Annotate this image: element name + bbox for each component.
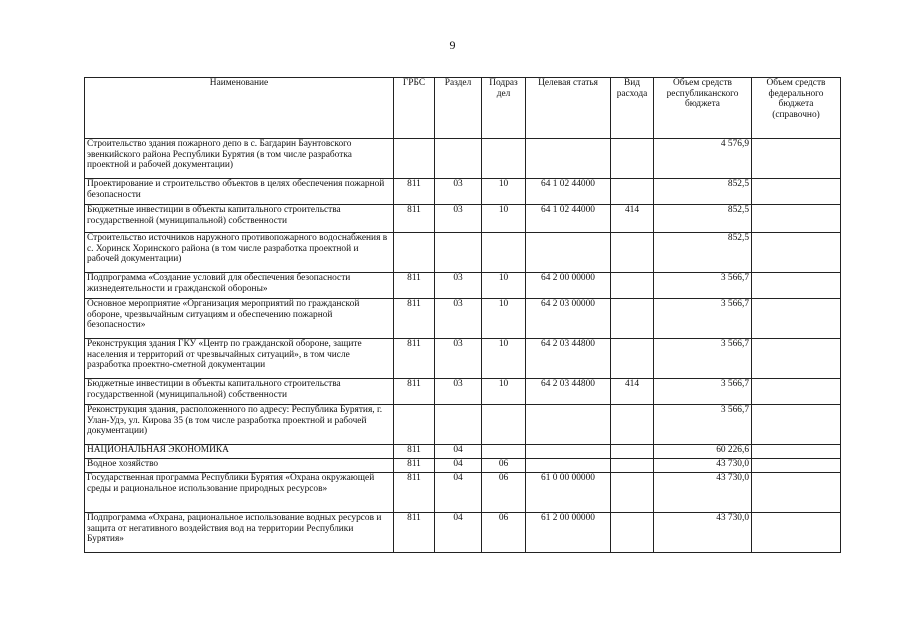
row-federalnyy-budget (752, 405, 841, 445)
row-razdel: 04 (435, 473, 482, 513)
row-federalnyy-budget (752, 205, 841, 233)
row-grbs: 811 (394, 445, 435, 459)
row-federalnyy-budget (752, 339, 841, 379)
row-podrazdel: 10 (482, 299, 526, 339)
row-name: НАЦИОНАЛЬНАЯ ЭКОНОМИКА (85, 445, 394, 459)
row-vid-raskhoda (611, 513, 654, 553)
table-row (85, 473, 841, 513)
row-name: Бюджетные инвестиции в объекты капитального строительства государственной (муниципальной) собственности (85, 379, 394, 405)
row-vid-raskhoda (611, 405, 654, 445)
row-razdel: 03 (435, 339, 482, 379)
row-name: Государственная программа Республики Бурятия «Охрана окружающей среды и рациональное использование природных ресурсов» (85, 473, 394, 513)
table-row (85, 339, 841, 379)
row-respublikanskiy-budget: 3 566,7 (654, 339, 752, 379)
row-vid-raskhoda (611, 459, 654, 473)
header-federalnyy-budget: Объем средств федерального бюджета (справочно) (752, 78, 841, 139)
row-podrazdel: 06 (482, 513, 526, 553)
row-federalnyy-budget (752, 445, 841, 459)
row-celevaya-statya (526, 233, 611, 273)
row-celevaya-statya: 61 0 00 00000 (526, 473, 611, 513)
table-row (85, 513, 841, 553)
row-respublikanskiy-budget: 3 566,7 (654, 273, 752, 299)
row-podrazdel: 10 (482, 339, 526, 379)
row-name: Строительство здания пожарного депо в с. Багдарин Баунтовского эвенкийского района Республики Бурятия (в том числе разработка проектной и рабочей документации) (85, 139, 394, 179)
row-respublikanskiy-budget: 852,5 (654, 205, 752, 233)
header-name: Наименование (85, 78, 394, 139)
row-razdel: 04 (435, 445, 482, 459)
row-podrazdel: 10 (482, 205, 526, 233)
row-grbs (394, 405, 435, 445)
header-row (85, 78, 841, 139)
row-celevaya-statya: 64 2 03 44800 (526, 339, 611, 379)
header-podrazdel: Подраз дел (482, 78, 526, 139)
row-respublikanskiy-budget: 3 566,7 (654, 379, 752, 405)
row-celevaya-statya (526, 405, 611, 445)
row-razdel (435, 233, 482, 273)
row-celevaya-statya (526, 445, 611, 459)
row-celevaya-statya: 64 1 02 44000 (526, 205, 611, 233)
row-grbs: 811 (394, 513, 435, 553)
row-razdel: 04 (435, 513, 482, 553)
table-row (85, 459, 841, 473)
table-body (85, 139, 841, 553)
row-federalnyy-budget (752, 139, 841, 179)
row-name: Водное хозяйство (85, 459, 394, 473)
row-razdel (435, 139, 482, 179)
row-podrazdel (482, 445, 526, 459)
row-vid-raskhoda (611, 233, 654, 273)
header-respublikanskiy-budget: Объем средств республиканского бюджета (654, 78, 752, 139)
row-respublikanskiy-budget: 3 566,7 (654, 405, 752, 445)
row-celevaya-statya: 64 1 02 44000 (526, 179, 611, 205)
row-vid-raskhoda (611, 179, 654, 205)
row-respublikanskiy-budget: 4 576,9 (654, 139, 752, 179)
row-federalnyy-budget (752, 513, 841, 553)
table-row (85, 273, 841, 299)
row-vid-raskhoda (611, 273, 654, 299)
row-federalnyy-budget (752, 233, 841, 273)
row-name: Реконструкция здания ГКУ «Центр по гражданской обороне, защите населения и территорий от чрезвычайных ситуаций», в том числе разработка проектно-сметной документации (85, 339, 394, 379)
table-row (85, 299, 841, 339)
table-row (85, 379, 841, 405)
row-respublikanskiy-budget: 852,5 (654, 233, 752, 273)
row-razdel: 03 (435, 273, 482, 299)
table-row (85, 233, 841, 273)
header-grbs: ГРБС (394, 78, 435, 139)
row-grbs: 811 (394, 299, 435, 339)
row-vid-raskhoda: 414 (611, 379, 654, 405)
table-row (85, 205, 841, 233)
table-row (85, 139, 841, 179)
row-podrazdel: 10 (482, 179, 526, 205)
row-celevaya-statya (526, 139, 611, 179)
row-name: Строительство источников наружного противопожарного водоснабжения в с. Хоринск Хоринского района (в том числе разработка проектной и рабочей документации) (85, 233, 394, 273)
table-header (85, 78, 841, 139)
row-federalnyy-budget (752, 179, 841, 205)
row-respublikanskiy-budget: 43 730,0 (654, 473, 752, 513)
row-grbs: 811 (394, 205, 435, 233)
row-razdel: 03 (435, 299, 482, 339)
row-podrazdel (482, 139, 526, 179)
row-razdel: 03 (435, 205, 482, 233)
row-name: Проектирование и строительство объектов в целях обеспечения пожарной безопасности (85, 179, 394, 205)
row-grbs: 811 (394, 273, 435, 299)
header-celevaya-statya: Целевая статья (526, 78, 611, 139)
row-vid-raskhoda (611, 299, 654, 339)
row-celevaya-statya: 64 2 03 44800 (526, 379, 611, 405)
row-name: Бюджетные инвестиции в объекты капитального строительства государственной (муниципальной) собственности (85, 205, 394, 233)
row-name: Основное мероприятие «Организация мероприятий по гражданской обороне, чрезвычайным ситуациям и обеспечению пожарной безопасности» (85, 299, 394, 339)
header-vid-raskhoda: Вид расхода (611, 78, 654, 139)
row-name: Реконструкция здания, расположенного по адресу: Республика Бурятия, г. Улан-Удэ, ул. Кирова 35 (в том числе разработка проектной и рабочей документации) (85, 405, 394, 445)
row-celevaya-statya (526, 459, 611, 473)
row-vid-raskhoda (611, 339, 654, 379)
row-podrazdel: 06 (482, 459, 526, 473)
row-vid-raskhoda: 414 (611, 205, 654, 233)
table-row (85, 179, 841, 205)
page-number: 9 (449, 38, 456, 52)
row-name: Подпрограмма «Создание условий для обеспечения безопасности жизнедеятельности и гражданской обороны» (85, 273, 394, 299)
header-razdel: Раздел (435, 78, 482, 139)
row-podrazdel: 10 (482, 379, 526, 405)
row-grbs (394, 233, 435, 273)
row-federalnyy-budget (752, 473, 841, 513)
row-respublikanskiy-budget: 43 730,0 (654, 513, 752, 553)
row-grbs: 811 (394, 379, 435, 405)
row-razdel: 04 (435, 459, 482, 473)
row-federalnyy-budget (752, 379, 841, 405)
row-federalnyy-budget (752, 273, 841, 299)
row-celevaya-statya: 64 2 00 00000 (526, 273, 611, 299)
row-razdel: 03 (435, 379, 482, 405)
row-celevaya-statya: 61 2 00 00000 (526, 513, 611, 553)
row-grbs: 811 (394, 339, 435, 379)
row-razdel: 03 (435, 179, 482, 205)
row-podrazdel: 10 (482, 273, 526, 299)
row-vid-raskhoda (611, 139, 654, 179)
row-grbs: 811 (394, 179, 435, 205)
row-grbs: 811 (394, 473, 435, 513)
row-grbs: 811 (394, 459, 435, 473)
row-vid-raskhoda (611, 445, 654, 459)
row-podrazdel: 06 (482, 473, 526, 513)
row-respublikanskiy-budget: 60 226,6 (654, 445, 752, 459)
row-federalnyy-budget (752, 459, 841, 473)
row-vid-raskhoda (611, 473, 654, 513)
row-grbs (394, 139, 435, 179)
row-razdel (435, 405, 482, 445)
row-federalnyy-budget (752, 299, 841, 339)
row-podrazdel (482, 405, 526, 445)
table-row (85, 445, 841, 459)
row-respublikanskiy-budget: 43 730,0 (654, 459, 752, 473)
table-row (85, 405, 841, 445)
row-respublikanskiy-budget: 852,5 (654, 179, 752, 205)
row-celevaya-statya: 64 2 03 00000 (526, 299, 611, 339)
row-name: Подпрограмма «Охрана, рациональное использование водных ресурсов и защита от негативного воздействия вод на территории Республики Бурятия» (85, 513, 394, 553)
row-podrazdel (482, 233, 526, 273)
budget-table (84, 77, 841, 553)
row-respublikanskiy-budget: 3 566,7 (654, 299, 752, 339)
